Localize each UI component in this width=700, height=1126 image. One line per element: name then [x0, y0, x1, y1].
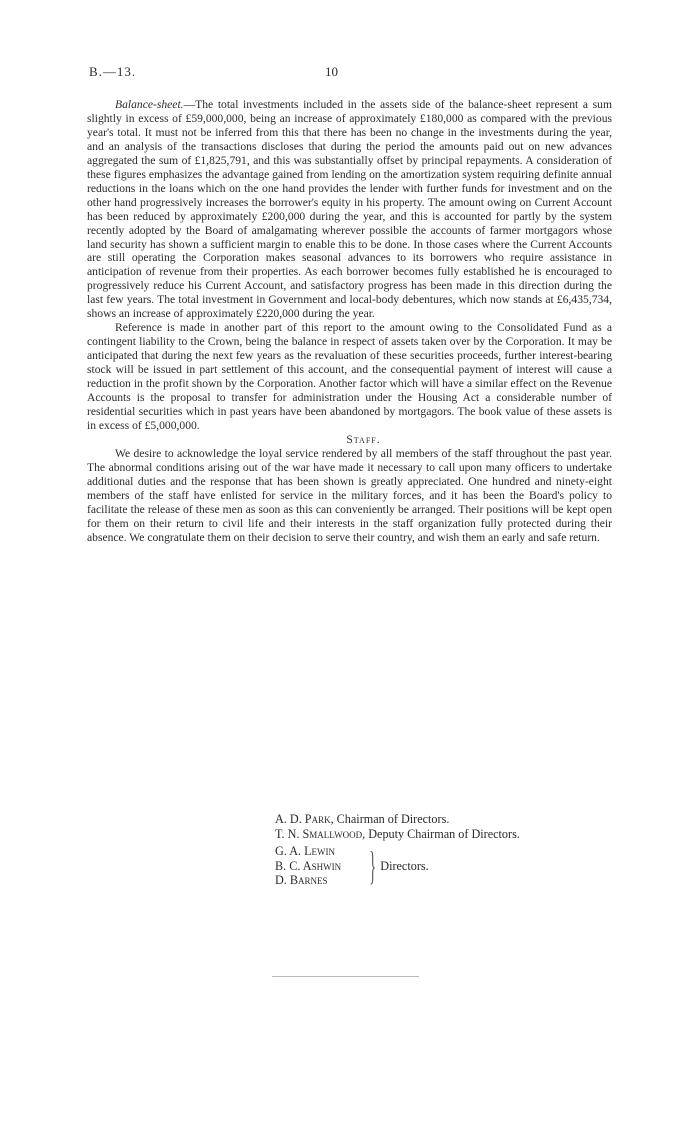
- document-reference: B.—13.: [89, 64, 137, 79]
- directors-group: [275, 844, 520, 888]
- brace-icon: }: [369, 842, 377, 888]
- signature-block: [275, 812, 520, 888]
- deputy-chairman-signature: [275, 827, 520, 842]
- page-number: 10: [325, 64, 338, 79]
- staff-heading: Staff.: [346, 432, 381, 446]
- deputy-chairman-title: , Deputy Chairman of Directors.: [362, 826, 520, 841]
- balance-sheet-lead: Balance-sheet.: [115, 98, 184, 111]
- balance-sheet-paragraph: [87, 98, 612, 321]
- directors-list: [275, 844, 341, 888]
- footer-divider: [272, 976, 419, 977]
- chairman-title: , Chairman of Directors.: [330, 812, 450, 826]
- chairman-signature: [275, 812, 520, 827]
- directors-label: Directors.: [380, 858, 429, 873]
- staff-paragraph: We desire to acknowledge the loyal service rendered by all members of the staff throughout the past year. The abnormal conditions arising out of the war have made it necessary to call upon many officers to undertake additional duties and the response that has been shown is greatly appreciated. One hundred and ninety-eight members of the staff have enlisted for service in the military forces, and it has been the Board's policy to facilitate the release of these men as soon as this can conveniently be arranged. Their positions will be kept open for them on their return to civil life and their interests in the staff organization fully protected during their absence. We congratulate them on their decision to serve their country, and wish them an early and safe return.: [87, 446, 612, 544]
- director-name: B. C. Ashwin: [275, 858, 342, 873]
- deputy-chairman-name: T. N. Smallwood: [275, 826, 363, 841]
- balance-sheet-text: The total investments included in the assets side of the balance-sheet represent a sum slightly in excess of £59,000,000, being an increase of approximately £180,000 as compared with the previous year's total. It must not be inferred from this that there has been no change in the investments during the year, and an analysis of the transactions discloses that during the period the amounts paid out on new advances aggregated the sum of £1,825,791, and this was substantially offset by principal repayments. A consideration of these figures emphasizes the advantage gained from lending on the amortization system requiring definite annual reductions in the loans which on the one hand provides the lender with further funds for investment and on the other hand progressively increases the borrower's equity in his property. The amount owing on Current Account has been reduced by approximately £200,000 during the year, and this is accounted for partly by the system recently adopted by the Board of amalgamating wherever possible the accounts of farmer mortgagors whose land security has shown a sufficient margin to enable this to be done. In those cases where the Current Accounts are still operating the Corporation makes seasonal advances to its borrowers who require assistance in anticipation of revenue from their properties. As each borrower becomes fully established he is encouraged to progressively reduce his Current Account, and satisfactory progress has been made in this direction during the last few years. The total investment in Government and local-body debentures, which now stands at £6,435,734, shows an increase of approximately £220,000 during the year.: [87, 98, 612, 321]
- consolidated-fund-paragraph: Reference is made in another part of this report to the amount owing to the Consolidated Fund as a contingent liability to the Crown, being the balance in respect of assets taken over by the Corporation. It may be anticipated that during the next few years as the revaluation of these securities proceeds, further interest-bearing stock will be issued in part settlement of this account, and the consequential payment of interest will cause a reduction in the profit shown by the Corporation. Another factor which will have a similar effect on the Revenue Accounts is the proposal to transfer for administration under the Housing Act a considerable number of residential securities which in past years have been abandoned by mortgagors. The book value of these assets is in excess of £5,000,000.: [87, 321, 612, 432]
- director-name: G. A. Lewin: [275, 844, 336, 858]
- chairman-name: A. D. Park: [275, 812, 331, 826]
- report-body: [87, 98, 612, 545]
- director-name: D. Barnes: [275, 873, 328, 887]
- lead-dash: —: [183, 98, 196, 111]
